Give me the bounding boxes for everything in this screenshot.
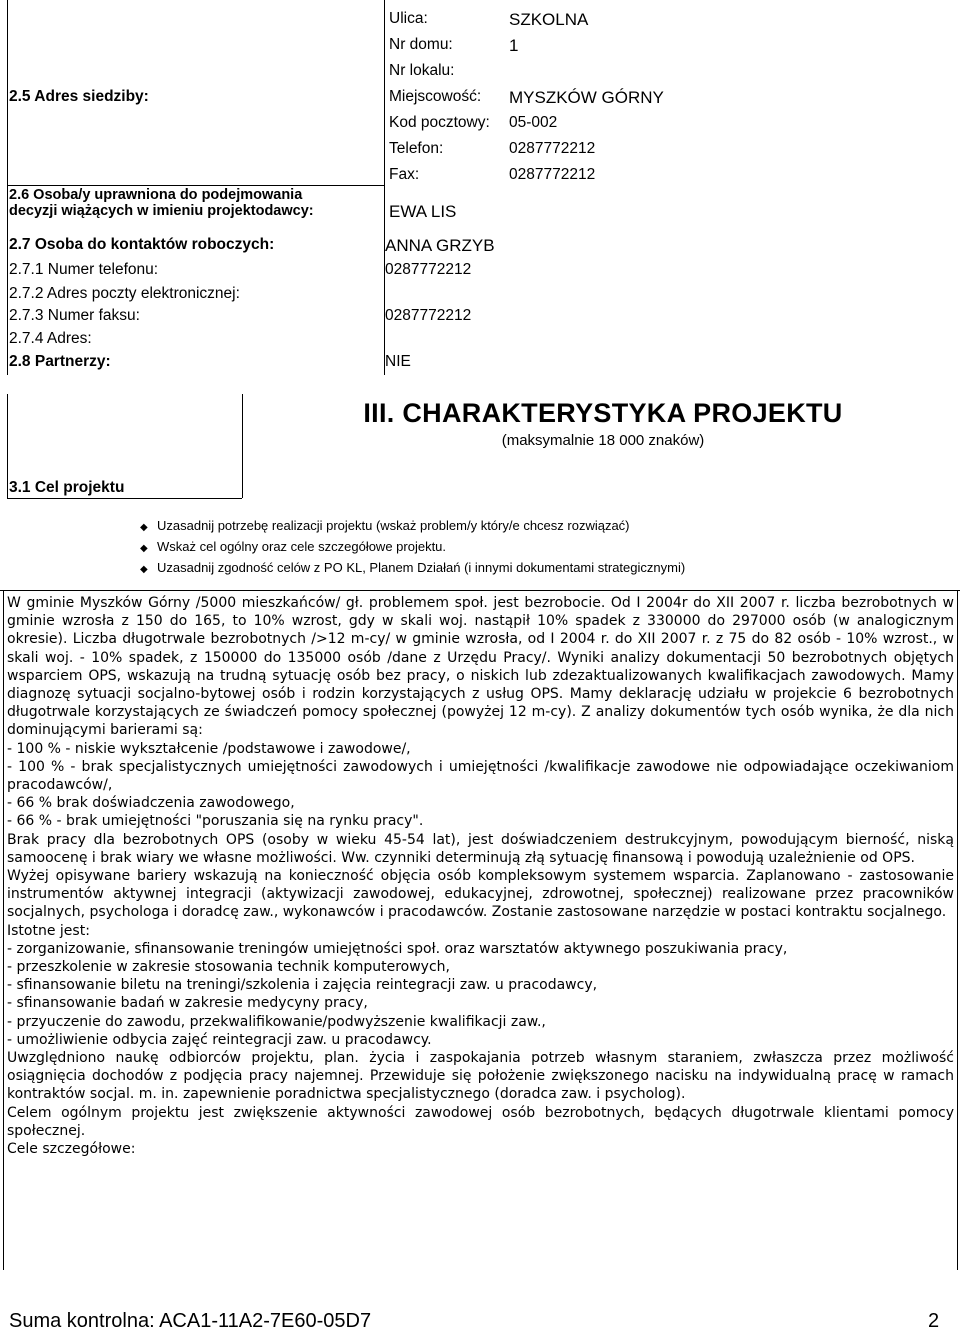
partners-value: NIE: [385, 353, 411, 370]
list-item: [140, 558, 685, 579]
phone-label: Telefon:: [389, 140, 444, 157]
fax-value: 0287772212: [509, 166, 596, 183]
fax-label: Fax:: [389, 166, 420, 183]
list-item: [140, 537, 685, 558]
city-label: Miejscowość:: [389, 88, 482, 105]
paragraph: - 66 % brak doświadczenia zawodowego,: [7, 795, 295, 812]
paragraph: Celem ogólnym projektu jest zwiększenie aktywności zawodowej osób bezrobotnych, będących długotrwale klientami pomocy społecznej.: [7, 1104, 954, 1139]
checksum: Suma kontrolna: ACA1-11A2-7E60-05D7: [9, 1310, 372, 1332]
email-label: 2.7.2 Adres poczty elektronicznej:: [9, 285, 240, 302]
bullet-text: Uzasadnij zgodność celów z PO KL, Planem Działań (i innymi dokumentami strategicznymi): [157, 560, 686, 575]
bullet-text: Uzasadnij potrzebę realizacji projektu (wskaż problem/y który/e chcesz rozwiązać): [157, 518, 630, 533]
paragraph: - sfinansowanie badań w zakresie medycyny pracy,: [7, 995, 368, 1012]
authorized-value: EWA LIS: [389, 202, 457, 221]
phone-value: 0287772212: [509, 140, 596, 157]
contact-phone-label: 2.7.1 Numer telefonu:: [9, 261, 159, 278]
paragraph: Brak pracy dla bezrobotnych OPS (osoby w wieku 45-54 lat), jest doświadczeniem destrukcyjnym, powodującym bierność, niską samoocenę i brak wiary we własne możliwości. Ww. czynniki determinują złą sytuację finansową i powodują uzależnienie od OPS.: [7, 831, 954, 866]
project-justification-text: [7, 594, 954, 1158]
paragraph: W gminie Myszków Górny /5000 mieszkańców/ gł. problemem społ. jest bezrobocie. Od I 2004r do XII 2007 r. liczba bezrobotnych w gminie wzrosła z 150 do 165, to 10% wzrost, gdy w skali woj. nastąpił 10% spadek z 330000 do 297000 osób (w analogicznym okresie). Liczba długotrwale bezrobotnych />12 m-cy/ w gminie wzrosła, od I 2004 r. do XII 2007 r. z 75 do 82 osób - 10% wzrost., w skali woj. - 10% spadek, z 150000 do 135000 osób /dane z Urzędu Pracy/. Wyniki analizy dokumentacji 50 bezrobotnych objętych wsparciem OPS, wskazują na trudną sytuację osób bez pracy, o niskich lub zdezaktualizowanych kwalifikacjach zawodowych. Mamy diagnozę sytuacji socjalno-bytowej osób i rodzin korzystających z usług OPS. Mamy deklarację udziału w projekcie 6 bezrobotnych długotrwale korzystających ze świadczeń pomocy społecznej (powyżej 12 m-cy). Z analizy dokumentów tych osób wynika, że dla nich dominującymi barierami są:: [7, 595, 954, 739]
city-value: MYSZKÓW GÓRNY: [509, 88, 664, 107]
paragraph: - przeszkolenie w zakresie stosowania technik komputerowych,: [7, 959, 450, 976]
contact-label: 2.7 Osoba do kontaktów roboczych:: [9, 236, 275, 253]
street-value: SZKOLNA: [509, 10, 589, 29]
authorized-label-line-2: decyzji wiążących w imieniu projektodawcy:: [9, 203, 314, 219]
page-number: 2: [928, 1310, 940, 1332]
postal-code-label: Kod pocztowy:: [389, 114, 490, 131]
contact-fax-value: 0287772212: [385, 307, 472, 324]
paragraph: - sfinansowanie biletu na treningi/szkolenia i zajęcia reintegracji zaw. u pracodawcy,: [7, 977, 598, 994]
paragraph: Istotne jest:: [7, 922, 90, 939]
paragraph: - zorganizowanie, sfinansowanie treningów umiejętności społ. oraz warsztatów aktywnego poszukiwania pracy,: [7, 940, 788, 957]
authorized-label: [9, 187, 314, 219]
paragraph: Uwzględniono naukę odbiorców projektu, plan. życia i zaspokajania potrzeb własnym staraniem, zwłaszcza przez możliwość osiągnięcia dochodów z podjęcia pracy najemnej. Przewiduje się położenie zwiększonego nacisku na indywidualną pracę w ramach kontraktów socjal. m. in. zapewnienie poradnictwa specjalistycznego (doradca zaw. i psycholog).: [7, 1050, 954, 1103]
paragraph: - przyuczenie do zawodu, przekwalifikowanie/podwyższenie kwalifikacji zaw.,: [7, 1013, 546, 1030]
diamond-bullet-icon: ◆: [140, 564, 148, 575]
apartment-label: Nr lokalu:: [389, 62, 455, 79]
diamond-bullet-icon: ◆: [140, 543, 148, 554]
contact-fax-label: 2.7.3 Numer faksu:: [9, 307, 140, 324]
street-label: Ulica:: [389, 10, 428, 27]
paragraph: - 66 % - brak umiejętności "poruszania się na rynku pracy".: [7, 813, 424, 830]
section-subheading: (maksymalnie 18 000 znaków): [501, 432, 705, 449]
authorized-label-line-1: 2.6 Osoba/y uprawniona do podejmowania: [9, 187, 303, 203]
paragraph: - 100 % - niskie wykształcenie /podstawowe i zawodowe/,: [7, 740, 411, 757]
paragraph: Wyżej opisywane bariery wskazują na konieczność objęcia osób kompleksowym systemem wsparcia. Zaplanowano - zastosowanie instrumentów aktywnej integracji (aktywizacji zawodowej, edukacyjnej, zdrowotnej, społecznej) realizowane przez pracowników socjalnych, psychologa i doradcę zaw., wykonawców i pracodawców. Zostanie zastosowane narzędzie w postaci kontraktu socjalnego.: [7, 868, 954, 921]
address-section-label: 2.5 Adres siedziby:: [9, 88, 149, 105]
diamond-bullet-icon: ◆: [140, 522, 148, 533]
partners-label: 2.8 Partnerzy:: [9, 353, 111, 370]
house-number-label: Nr domu:: [389, 36, 453, 53]
paragraph: - umożliwienie odbycia zajęć reintegracji zaw. u pracodawcy.: [7, 1031, 432, 1048]
contact-address-label: 2.7.4 Adres:: [9, 330, 92, 347]
house-number-value: 1: [509, 36, 519, 55]
instruction-list: [140, 516, 685, 579]
goal-label: 3.1 Cel projektu: [9, 479, 125, 496]
contact-value: ANNA GRZYB: [385, 236, 495, 255]
bullet-text: Wskaż cel ogólny oraz cele szczegółowe projektu.: [157, 539, 447, 554]
section-heading: III. CHARAKTERYSTYKA PROJEKTU: [363, 398, 843, 428]
paragraph: Cele szczegółowe:: [7, 1141, 136, 1158]
list-item: [140, 516, 685, 537]
postal-code-value: 05-002: [509, 114, 558, 131]
contact-phone-value: 0287772212: [385, 261, 472, 278]
paragraph: - 100 % - brak specjalistycznych umiejętności zawodowych i umiejętności /kwalifikacje zawodowe nie odpowiadające oczekiwaniom pracodawców/,: [7, 758, 954, 794]
